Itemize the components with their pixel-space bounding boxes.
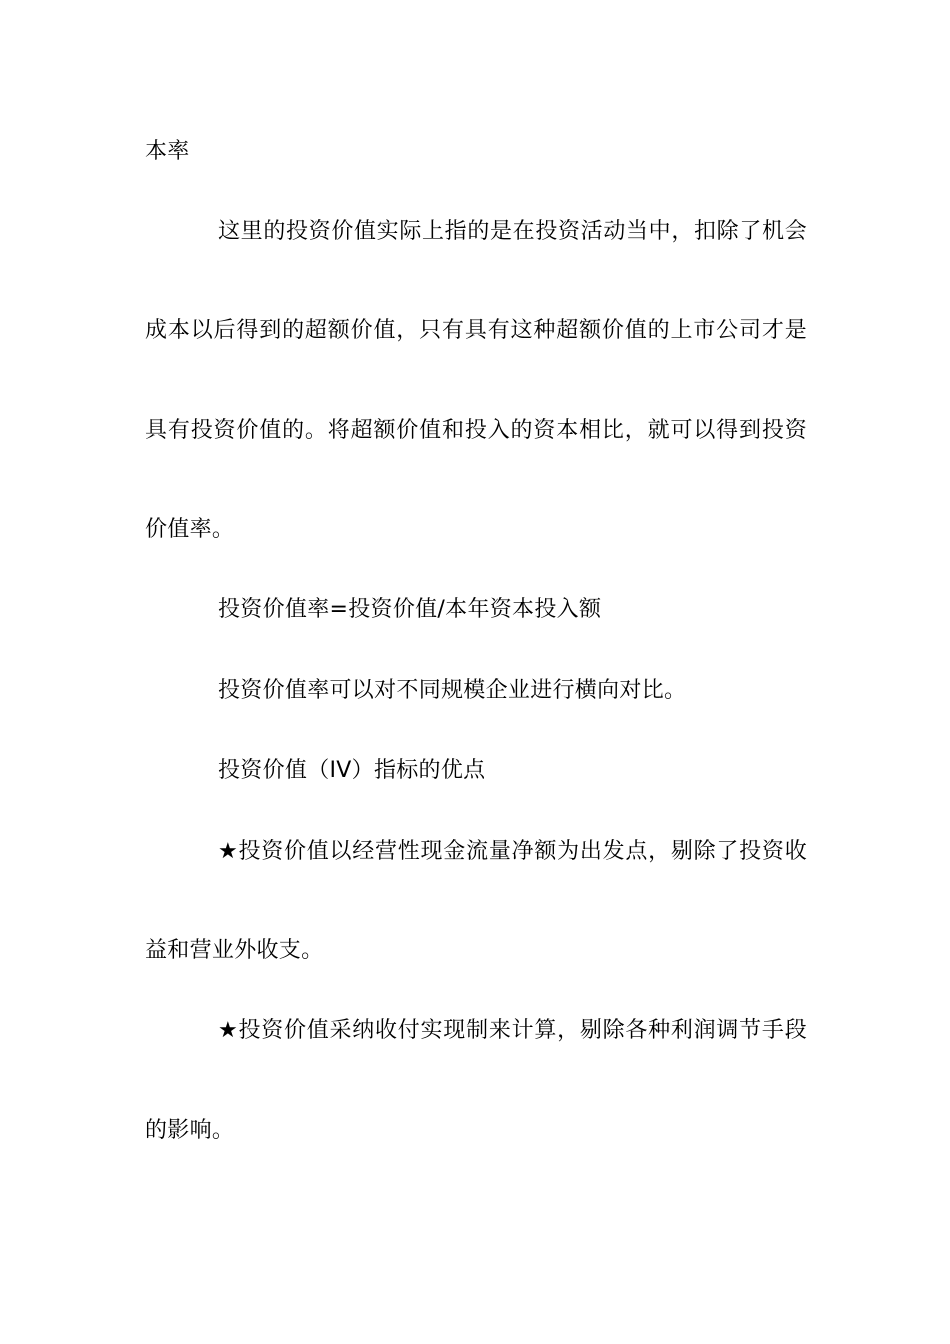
- formula-line: 投资价值率=投资价值/本年资本投入额: [218, 597, 602, 622]
- paragraph-line-7: 投资价值率可以对不同规模企业进行横向对比。: [218, 678, 687, 703]
- bullet-line-2: ★投资价值采纳收付实现制来计算，剔除各种利润调节手段: [218, 1018, 807, 1043]
- bullet-line-1-cont: 益和营业外收支。: [145, 938, 324, 963]
- paragraph-line-3: 成本以后得到的超额价值，只有具有这种超额价值的上市公司才是: [145, 318, 807, 343]
- paragraph-line-1: 本率: [145, 139, 190, 164]
- bullet-line-2-cont: 的影响。: [145, 1118, 235, 1143]
- paragraph-line-5: 价值率。: [145, 517, 235, 542]
- section-heading: 投资价值（IV）指标的优点: [218, 758, 486, 783]
- paragraph-line-4: 具有投资价值的。将超额价值和投入的资本相比，就可以得到投资: [145, 418, 807, 443]
- paragraph-line-2: 这里的投资价值实际上指的是在投资活动当中，扣除了机会: [218, 219, 807, 244]
- bullet-line-1: ★投资价值以经营性现金流量净额为出发点，剔除了投资收: [218, 839, 807, 864]
